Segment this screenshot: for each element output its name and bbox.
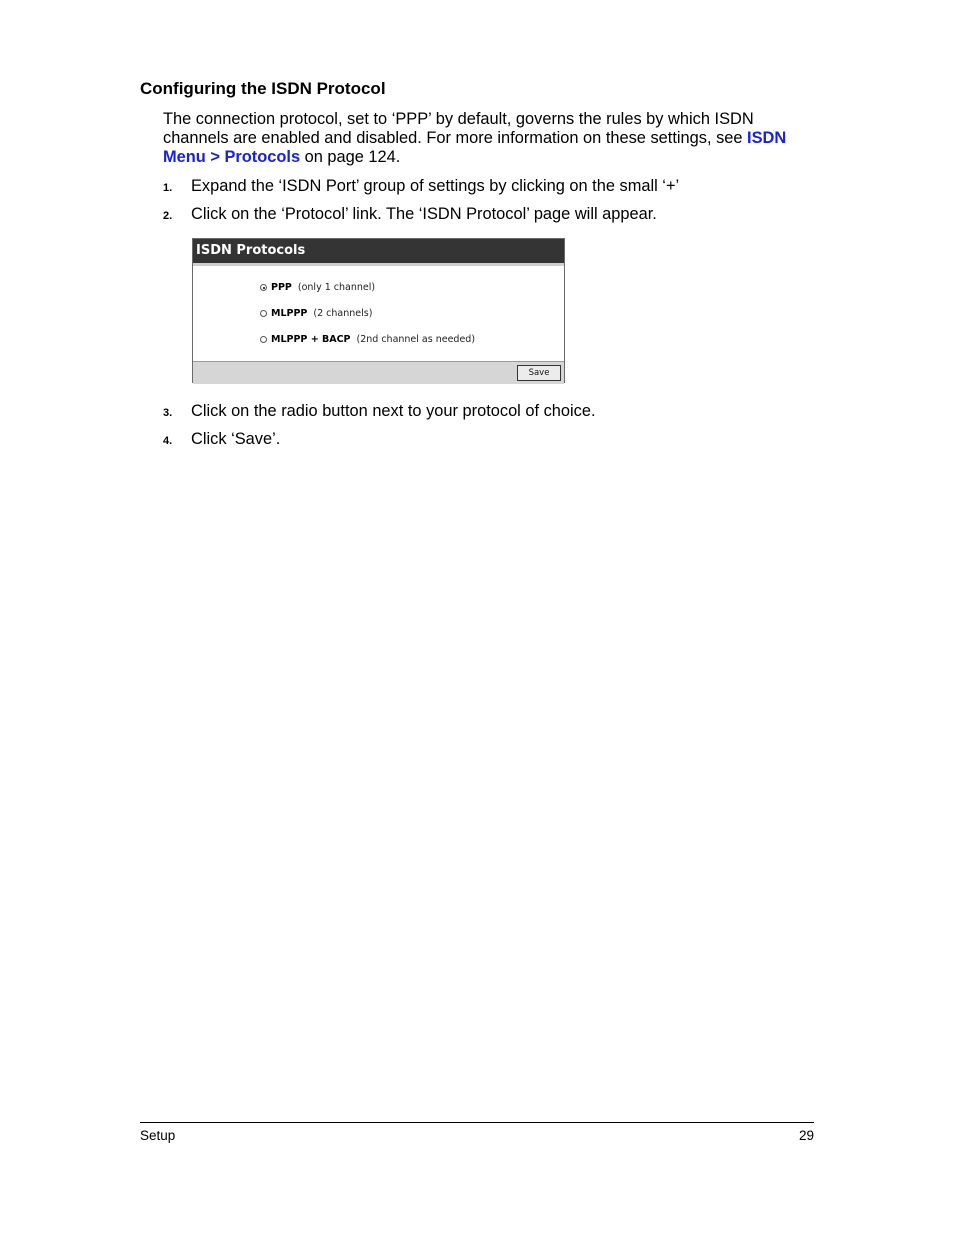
option-mlppp-bacp[interactable] <box>260 334 475 345</box>
option-mlppp[interactable] <box>260 308 372 319</box>
option-desc: (2nd channel as needed) <box>356 334 476 345</box>
footer-section-name: Setup <box>140 1128 176 1143</box>
panel-footer <box>193 362 564 384</box>
radio-button[interactable] <box>260 336 267 343</box>
step-number: 3. <box>163 407 173 419</box>
intro-text-after: on page 124. <box>300 148 401 166</box>
step-2 <box>163 205 657 226</box>
footer-rule <box>140 1122 814 1123</box>
step-number: 1. <box>163 182 173 194</box>
footer-page-number: 29 <box>798 1128 814 1143</box>
intro-text-before: The connection protocol, set to ‘PPP’ by default, governs the rules by which ISDN channels are enabled and disabled. For more information on these settings, see <box>163 110 754 147</box>
step-number: 4. <box>163 435 173 447</box>
step-1 <box>163 177 679 198</box>
save-button[interactable]: Save <box>517 365 561 381</box>
radio-button[interactable] <box>260 310 267 317</box>
radio-button-selected[interactable] <box>260 284 267 291</box>
option-name: PPP <box>271 282 292 293</box>
option-ppp[interactable] <box>260 282 375 293</box>
isdn-protocols-screenshot <box>192 238 565 383</box>
section-heading: Configuring the ISDN Protocol <box>140 79 386 98</box>
step-text: Click ‘Save’. <box>191 430 281 448</box>
option-desc: (2 channels) <box>313 308 373 319</box>
isdn-menu-protocols-link[interactable]: ISDN Menu > Protocols <box>163 129 787 166</box>
step-3 <box>163 402 596 423</box>
option-name: MLPPP + BACP <box>271 334 351 345</box>
step-text: Click on the ‘Protocol’ link. The ‘ISDN Protocol’ page will appear. <box>191 205 657 223</box>
panel-title: ISDN Protocols <box>193 239 564 266</box>
step-number: 2. <box>163 210 173 222</box>
panel-body <box>193 266 564 362</box>
step-text: Expand the ‘ISDN Port’ group of settings by clicking on the small ‘+’ <box>191 177 680 195</box>
intro-paragraph <box>163 110 823 167</box>
option-desc: (only 1 channel) <box>297 282 376 293</box>
step-4 <box>163 430 280 451</box>
option-name: MLPPP <box>271 308 308 319</box>
step-text: Click on the radio button next to your protocol of choice. <box>191 402 596 420</box>
